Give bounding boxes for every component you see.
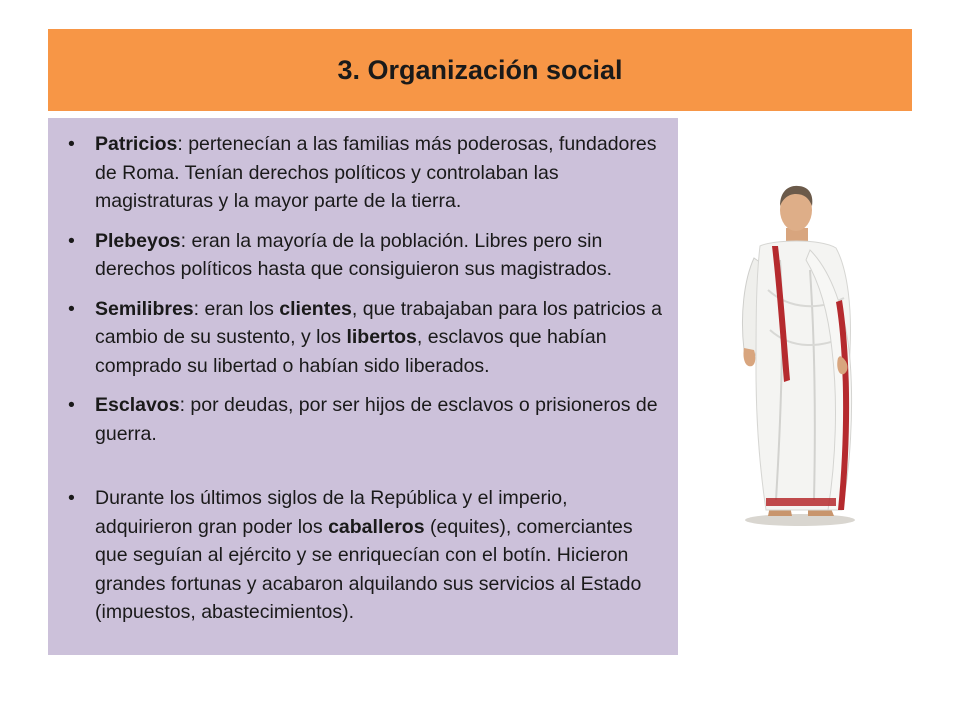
bullet-semilibres xyxy=(68,295,664,381)
bullet-text: : eran la mayoría de la población. Libres pero sin derechos políticos hasta que consiguieron sus magistrados. xyxy=(95,229,613,280)
bullet-text: : eran los xyxy=(193,297,280,320)
bullet-text: (equites), comerciantes que seguían al ejército y se enriquecían con el botín. Hicieron grandes fortunas y acabaron alquilando sus servicios al Estado (impuestos, abastecimientos). xyxy=(95,515,642,623)
bullet-text: , esclavos que habían comprado su libertad o habían sido liberados. xyxy=(95,326,607,377)
term-libertos: libertos xyxy=(346,326,417,348)
bullet-list xyxy=(68,130,664,627)
term-semilibres: Semilibres xyxy=(95,297,194,320)
title-banner xyxy=(48,29,912,111)
roman-toga-figure-illustration xyxy=(710,180,890,530)
figure-toga-hem xyxy=(766,498,836,506)
bullet-text: Durante los últimos siglos de la República y el imperio, adquirieron gran poder los xyxy=(95,487,568,538)
bullet-text: : pertenecían a las familias más poderosas, fundadores de Roma. Tenían derechos políticos y controlaban las magistraturas y la mayor parte de la tierra. xyxy=(95,133,657,212)
bullet-text: : por deudas, por ser hijos de esclavos o prisioneros de guerra. xyxy=(95,394,658,445)
term-caballeros: caballeros xyxy=(328,515,425,538)
bullet-esclavos xyxy=(68,391,664,448)
bullet-icon xyxy=(68,130,75,159)
bullet-icon xyxy=(68,484,75,513)
term-plebeyos: Plebeyos xyxy=(95,229,181,252)
bullet-caballeros xyxy=(68,484,664,627)
bullet-icon xyxy=(68,295,75,324)
term-clientes: clientes xyxy=(279,297,352,320)
term-esclavos: Esclavos xyxy=(95,394,180,416)
content-panel xyxy=(48,118,678,655)
bullet-text: , que trabajaban para los patricios a cambio de su sustento, y los xyxy=(95,297,662,348)
figure-shadow xyxy=(745,514,855,526)
term-patricios: Patricios xyxy=(95,133,178,155)
bullet-icon xyxy=(68,227,75,256)
figure-left-hand xyxy=(743,348,755,366)
bullet-plebeyos xyxy=(68,227,664,284)
slide-title: 3. Organización social xyxy=(337,54,623,85)
bullet-patricios xyxy=(68,130,664,216)
bullet-icon xyxy=(68,391,75,420)
